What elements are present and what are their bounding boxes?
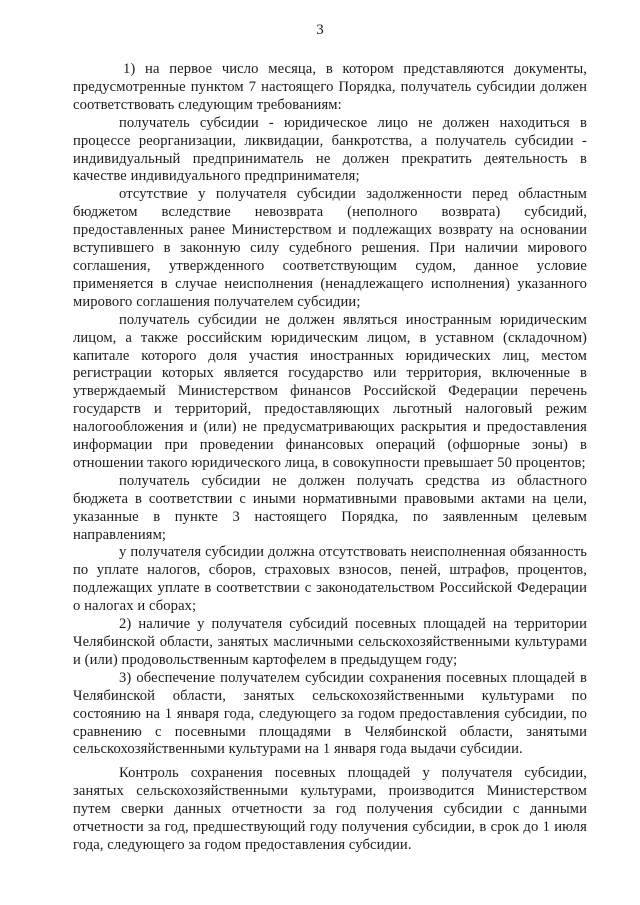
paragraph-control: Контроль сохранения посевных площадей у получателя субсидии, занятых сельскохозяйственными культурами, производится Министерством путем сверки данных отчетности за год получения субсидии с данными отчетности за год, предшествующий году получения субсидии, в срок до 1 июля года, следующего за годом предоставления субсидии. <box>73 765 587 853</box>
page-number: 3 <box>316 22 324 38</box>
paragraph-no-debt: отсутствие у получателя субсидии задолженности перед областным бюджетом вследствие невозврата (неполного возврата) субсидий, предоставленных ранее Министерством и подлежащих возврату на основании вступившего в законную силу судебного решения. При наличии мирового соглашения, утвержденного соответствующим судом, данное условие применяется в случае неисполнения (ненадлежащего исполнения) указанного мирового соглашения получателем субсидии; <box>73 186 587 310</box>
document-body <box>73 61 587 855</box>
paragraph-item-1-requirements: 1) на первое число месяца, в котором представляются документы, предусмотренные пунктом 7 настоящего Порядка, получатель субсидии должен соответствовать следующим требованиям: <box>73 61 587 113</box>
paragraph-no-tax-arrears: у получателя субсидии должна отсутствовать неисполненная обязанность по уплате налогов, сборов, страховых взносов, пеней, штрафов, процентов, подлежащих уплате в соответствии с законодательством Российской Федерации о налогах и сборах; <box>73 544 587 615</box>
paragraph-item-3-area-preservation: 3) обеспечение получателем субсидии сохранения посевных площадей в Челябинской области, занятых сельскохозяйственными культурами по состоянию на 1 января года, следующего за годом предоставления субсидии, по сравнению с посевными площадями в Челябинской области, занятыми сельскохозяйственными культурами на 1 января года выдачи субсидии. <box>73 669 587 758</box>
paragraph-not-foreign-entity: получатель субсидии не должен являться иностранным юридическим лицом, а также российским юридическим лицом, в уставном (складочном) капитале которого доля участия иностранных юридических лиц, местом регистрации которых является государство или территория, включенные в утверждаемый Министерством финансов Российской Федерации перечень государств и территорий, предоставляющих льготный налоговый режим налогообложения и (или) не предусматривающих раскрытия и предоставления информации при проведении финансовых операций (офшорные зоны) в отношении такого юридического лица, в совокупности превышает 50 процентов; <box>73 311 587 471</box>
paragraph-no-reorganization: получатель субсидии - юридическое лицо не должен находиться в процессе реорганизации, ликвидации, банкротства, а получатель субсидии - индивидуальный предприниматель не должен прекратить деятельность в качестве индивидуального предпринимателя; <box>73 114 587 185</box>
paragraph-item-2-sown-areas: 2) наличие у получателя субсидий посевных площадей на территории Челябинской области, занятых масличными сельскохозяйственными культурами и (или) продовольственным картофелем в предыдущем году; <box>73 616 587 668</box>
paragraph-no-other-funds: получатель субсидии не должен получать средства из областного бюджета в соответствии с иными нормативными правовыми актами на цели, указанные в пункте 3 настоящего Порядка, по заявленным целевым направлениям; <box>73 472 587 543</box>
